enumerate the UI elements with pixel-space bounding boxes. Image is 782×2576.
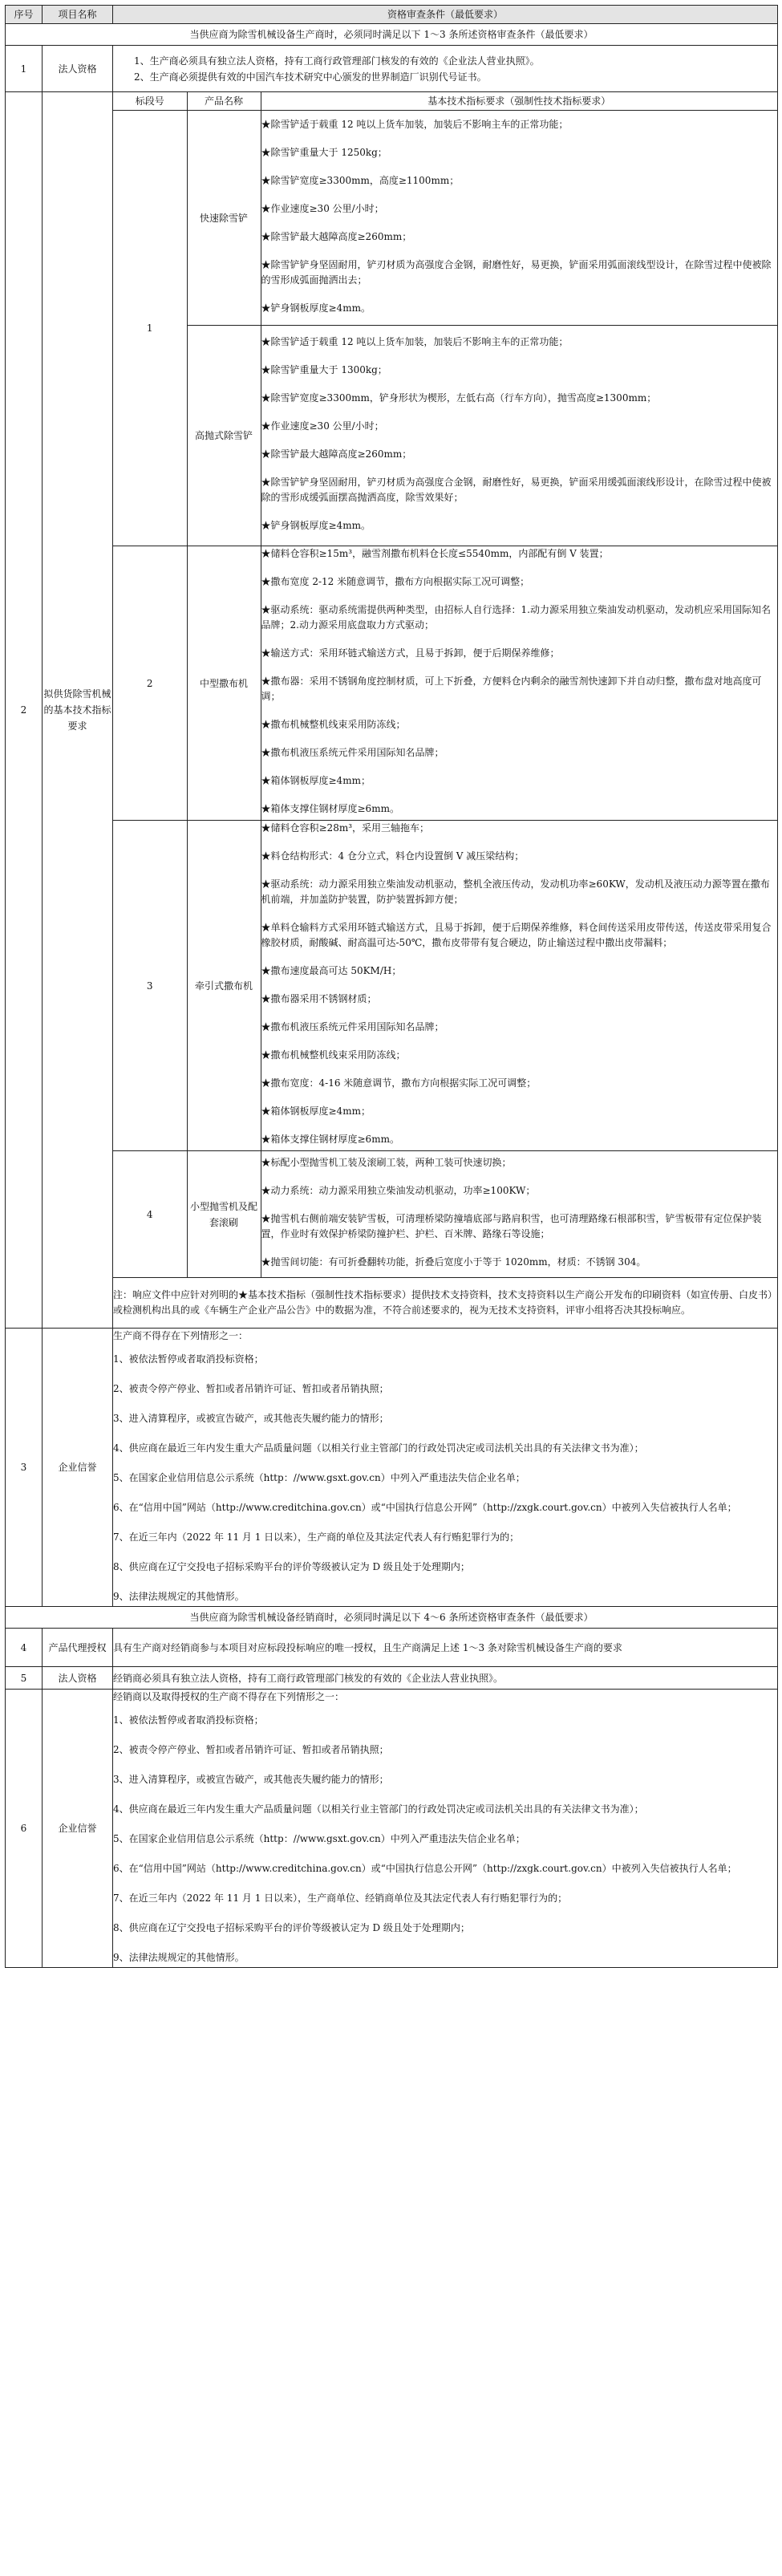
list-item: 7、在近三年内（2022 年 11 月 1 日以来），生产商单位、经销商单位及其法定代表人有行贿犯罪行为的； <box>113 1892 568 1904</box>
qualification-table <box>5 5 778 1968</box>
list-item: 1、被依法暂停或者取消投标资格； <box>113 1353 264 1365</box>
lot-no: 3 <box>113 821 187 1151</box>
product-specs <box>261 1151 777 1278</box>
spec-line: ★输送方式：采用环链式输送方式，且易于拆卸，便于后期保养维修； <box>261 647 560 659</box>
spec-line: ★撒布器采用不锈钢材质； <box>261 993 377 1005</box>
spec-line: ★抛雪机右侧前端安装铲雪板，可清理桥梁防撞墙底部与路肩积雪，也可清理路缘石根部积雪，铲雪板带有定位保护装置，作业时有效保护桥梁防撞护栏、护栏、百米牌、路缘石等设施； <box>261 1213 762 1240</box>
row-content <box>113 1690 778 1968</box>
product-specs <box>261 546 777 821</box>
spec-line: ★驱动系统：驱动系统需提供两种类型，由招标人自行选择：1.动力源采用独立柴油发动机驱动，发动机应采用国际知名品牌；2.动力源采用底盘取力方式驱动； <box>261 604 771 631</box>
section-title: 当供应商为除雪机械设备生产商时，必须同时满足以下 1～3 条所述资格审查条件（最低要求） <box>6 24 778 46</box>
list-item: 9、法律法规规定的其他情形。 <box>113 1952 245 1963</box>
row-item: 拟供货除雪机械的基本技术指标要求 <box>43 92 113 1329</box>
header-requirement: 资格审查条件（最低要求） <box>113 6 778 24</box>
row-no: 2 <box>6 92 43 1329</box>
header-item: 项目名称 <box>43 6 113 24</box>
spec-row <box>113 111 777 326</box>
row-content <box>113 46 778 92</box>
spec-line: ★除雪铲宽度≥3300mm，高度≥1100mm； <box>261 174 460 186</box>
row-item: 产品代理授权 <box>43 1629 113 1667</box>
spec-line: ★动力系统：动力源采用独立柴油发动机驱动，功率≥100KW； <box>261 1185 536 1197</box>
spec-line: ★撒布机械整机线束采用防冻线； <box>261 1049 406 1061</box>
spec-line: ★除雪铲适于载重 12 吨以上货车加装，加装后不影响主车的正常功能； <box>261 336 569 348</box>
spec-line: ★箱体钢板厚度≥4mm； <box>261 1105 371 1118</box>
table-row <box>6 1629 778 1667</box>
spec-line: ★箱体钢板厚度≥4mm； <box>261 775 371 787</box>
spec-line: ★撒布机液压系统元件采用国际知名品牌； <box>261 747 444 759</box>
lot-no: 4 <box>113 1151 187 1278</box>
list-item: 7、在近三年内（2022 年 11 月 1 日以来），生产商的单位及其法定代表人有行贿犯罪行为的； <box>113 1531 520 1543</box>
spec-row <box>113 1151 777 1278</box>
line: 2、生产商必须提供有效的中国汽车技术研究中心颁发的世界制造厂识别代号证书。 <box>134 71 487 83</box>
spec-line: ★储料仓容积≥15m³，融雪剂撒布机料仓长度≤5540mm，内部配有倒 V 装置； <box>261 548 609 560</box>
product-specs <box>261 821 777 1151</box>
intro-line: 经销商以及取得授权的生产商不得存在下列情形之一： <box>113 1691 345 1702</box>
row-item: 企业信誉 <box>43 1690 113 1968</box>
spec-line: ★除雪铲最大越障高度≥260mm； <box>261 230 412 242</box>
list-item: 5、在国家企业信用信息公示系统（http：//www.gsxt.gov.cn）中列入严重违法失信企业名单； <box>113 1833 525 1844</box>
spec-header-row <box>113 92 777 111</box>
spec-line: ★撒布宽度 2-12 米随意调节，撒布方向根据实际工况可调整； <box>261 576 530 588</box>
row-content: 具有生产商对经销商参与本项目对应标段投标响应的唯一授权，且生产商满足上述 1～3 条对除雪机械设备生产商的要求 <box>113 1629 778 1667</box>
spec-line: ★撒布机液压系统元件采用国际知名品牌； <box>261 1021 444 1033</box>
list-item: 2、被责令停产停业、暂扣或者吊销许可证、暂扣或者吊销执照； <box>113 1383 389 1394</box>
table-row <box>6 1690 778 1968</box>
section-title: 当供应商为除雪机械设备经销商时，必须同时满足以下 4～6 条所述资格审查条件（最低要求） <box>6 1607 778 1629</box>
row-no: 4 <box>6 1629 43 1667</box>
spec-container <box>113 92 778 1329</box>
spec-line: ★撒布宽度：4-16 米随意调节，撒布方向根据实际工况可调整； <box>261 1077 537 1089</box>
header-no: 序号 <box>6 6 43 24</box>
table-row <box>6 1329 778 1607</box>
list-item: 8、供应商在辽宁交投电子招标采购平台的评价等级被认定为 D 级且处于处理期内； <box>113 1561 470 1572</box>
spec-line: ★标配小型抛雪机工装及滚刷工装，两种工装可快速切换； <box>261 1157 512 1169</box>
qualification-document <box>5 5 777 1968</box>
spec-line: ★除雪铲适于载重 12 吨以上货车加装，加装后不影响主车的正常功能； <box>261 118 569 130</box>
product-specs <box>261 111 777 326</box>
spec-line: ★撒布机械整机线束采用防冻线； <box>261 719 406 731</box>
row-no: 5 <box>6 1667 43 1690</box>
spec-line: ★抛雪间切能：有可折叠翻转功能，折叠后宽度小于等于 1020mm，材质：不锈钢 304。 <box>261 1256 646 1268</box>
row-content <box>113 1329 778 1607</box>
spec-line: ★撒布速度最高可达 50KM/H； <box>261 965 402 977</box>
row-no: 1 <box>6 46 43 92</box>
spec-row <box>113 326 777 546</box>
lot-no: 2 <box>113 546 187 821</box>
spec-line: ★料仓结构形式：4 仓分立式，料仓内设置倒 V 减压梁结构； <box>261 850 525 862</box>
spec-line: ★箱体支撑住钢材厚度≥6mm。 <box>261 1134 399 1146</box>
lot-no: 1 <box>113 111 187 546</box>
product-name: 小型抛雪机及配套滚刷 <box>187 1151 261 1278</box>
product-name: 中型撒布机 <box>187 546 261 821</box>
spec-line: ★单料仓输料方式采用环链式输送方式，且易于拆卸，便于后期保养维修，料仓间传送采用皮带传送，传送皮带采用复合橡胶材质，耐酸碱、耐高温可达-50℃，撒布皮带带有复合硬边，防止输送过程中撒出皮带漏料； <box>261 922 772 949</box>
spec-line: ★作业速度≥30 公里/小时； <box>261 420 384 432</box>
spec-line: ★作业速度≥30 公里/小时； <box>261 202 384 214</box>
row-content: 经销商必须具有独立法人资格，持有工商行政管理部门核发的有效的《企业法人营业执照》。 <box>113 1667 778 1690</box>
spec-line: ★除雪铲重量大于 1250kg； <box>261 146 387 158</box>
table-row-tech-specs <box>6 92 778 1329</box>
table-row <box>6 46 778 92</box>
list-item: 8、供应商在辽宁交投电子招标采购平台的评价等级被认定为 D 级且处于处理期内； <box>113 1922 470 1933</box>
spec-header-product: 产品名称 <box>187 92 261 111</box>
spec-header-spec: 基本技术指标要求（强制性技术指标要求） <box>261 92 777 111</box>
spec-row <box>113 821 777 1151</box>
row-item: 法人资格 <box>43 1667 113 1690</box>
spec-line: ★箱体支撑住钢材厚度≥6mm。 <box>261 803 399 815</box>
list-item: 4、供应商在最近三年内发生重大产品质量问题（以相关行业主管部门的行政处罚决定或司法机关出具的有关法律文书为准）； <box>113 1803 644 1815</box>
row-item: 法人资格 <box>43 46 113 92</box>
list-item: 6、在“信用中国”网站（http://www.creditchina.gov.cn）或“中国执行信息公开网”（http://zxgk.court.gov.cn）中被列入失信被执行人名单； <box>113 1502 737 1513</box>
spec-line: ★除雪铲铲身坚固耐用，铲刃材质为高强度合金钢，耐磨性好，易更换，铲面采用弧面滚线型设计，在除雪过程中使被除的雪形成弧面抛洒出去； <box>261 258 772 286</box>
list-item: 4、供应商在最近三年内发生重大产品质量问题（以相关行业主管部门的行政处罚决定或司法机关出具的有关法律文书为准）； <box>113 1442 644 1454</box>
row-no: 6 <box>6 1690 43 1968</box>
line: 1、生产商必须具有独立法人资格，持有工商行政管理部门核发的有效的《企业法人营业执照》。 <box>134 55 540 67</box>
spec-note: 注：响应文件中应针对列明的★基本技术指标（强制性技术指标要求）提供技术支持资料，技术支持资料以生产商公开发布的印刷资料（如宣传册、白皮书）或检测机构出具的或《车辆生产企业产品公告》中的数据为准，不符合前述要求的，视为无技术支持资料，评审小组将否决其投标响应。 <box>113 1278 777 1328</box>
spec-line: ★撒布器：采用不锈钢角度控制材质，可上下折叠，方便料仓内剩余的融雪剂快速卸下并自动归整，撒布盘对地高度可调； <box>261 675 762 703</box>
list-item: 1、被依法暂停或者取消投标资格； <box>113 1714 264 1726</box>
section-manufacturer-header <box>6 24 778 46</box>
spec-line: ★除雪铲重量大于 1300kg； <box>261 364 387 376</box>
spec-line: ★驱动系统：动力源采用独立柴油发动机驱动，整机全液压传动，发动机功率≥60KW，发动机及液压动力源等置在撒布机前端，并加盖防护装置，防护装置拆卸方便； <box>261 878 770 906</box>
list-item: 2、被责令停产停业、暂扣或者吊销许可证、暂扣或者吊销执照； <box>113 1744 389 1755</box>
product-name: 高抛式除雪铲 <box>187 326 261 546</box>
spec-row <box>113 546 777 821</box>
spec-line: ★除雪铲铲身坚固耐用，铲刃材质为高强度合金钢，耐磨性好，易更换，铲面采用缓弧面滚线形设计，在除雪过程中使被除的雪形成缓弧面摆高抛洒高度，除雪效果好； <box>261 477 772 504</box>
spec-table <box>113 92 777 1328</box>
spec-note-row <box>113 1278 777 1328</box>
spec-line: ★除雪铲宽度≥3300mm，铲身形状为楔形，左低右高（行车方向），抛雪高度≥1300mm； <box>261 392 657 404</box>
row-no: 3 <box>6 1329 43 1607</box>
list-item: 6、在“信用中国”网站（http://www.creditchina.gov.cn）或“中国执行信息公开网”（http://zxgk.court.gov.cn）中被列入失信被执行人名单； <box>113 1863 737 1874</box>
list-item: 9、法律法规规定的其他情形。 <box>113 1591 245 1602</box>
product-name: 牵引式撒布机 <box>187 821 261 1151</box>
list-item: 3、进入清算程序，或被宣告破产，或其他丧失履约能力的情形； <box>113 1774 389 1785</box>
row-item: 企业信誉 <box>43 1329 113 1607</box>
spec-line: ★铲身钢板厚度≥4mm。 <box>261 302 371 314</box>
table-row <box>6 1667 778 1690</box>
spec-line: ★储料仓容积≥28m³，采用三轴拖车； <box>261 822 430 834</box>
intro-line: 生产商不得存在下列情形之一： <box>113 1330 249 1341</box>
product-specs <box>261 326 777 546</box>
spec-line: ★铲身钢板厚度≥4mm。 <box>261 520 371 532</box>
table-header-row <box>6 6 778 24</box>
spec-header-lot: 标段号 <box>113 92 187 111</box>
spec-line: ★除雪铲最大越障高度≥260mm； <box>261 448 412 460</box>
list-item: 3、进入清算程序，或被宣告破产，或其他丧失履约能力的情形； <box>113 1413 389 1424</box>
list-item: 5、在国家企业信用信息公示系统（http：//www.gsxt.gov.cn）中列入严重违法失信企业名单； <box>113 1472 525 1483</box>
product-name: 快速除雪铲 <box>187 111 261 326</box>
section-distributor-header <box>6 1607 778 1629</box>
